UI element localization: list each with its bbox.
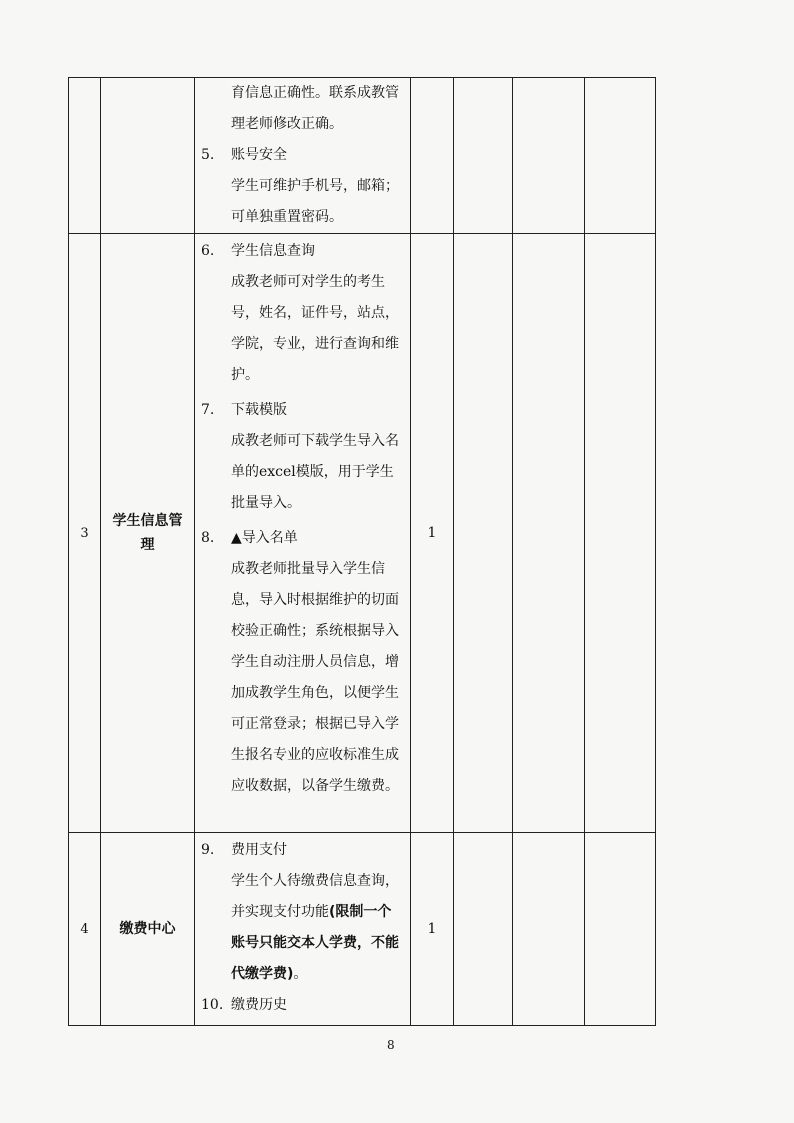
item-text-tail: 。 [293,966,308,982]
item-title: 学生信息查询 [231,243,315,259]
empty-cell [585,234,656,833]
row-number: 3 [69,234,101,833]
item-number: 8. [201,530,215,546]
empty-cell [454,78,513,234]
row-number [69,78,101,234]
item-number: 7. [201,402,215,418]
module-name [101,78,195,234]
item-title: 下载模版 [231,402,287,418]
empty-cell [513,833,585,1026]
page-number: 8 [387,1038,395,1052]
list-item [195,523,404,554]
empty-cell [454,833,513,1026]
quantity-cell: 1 [411,833,454,1026]
requirements-table [68,77,656,1026]
quantity-cell [411,78,454,234]
item-number: 9. [201,842,215,858]
continuation-text: 育信息正确性。联系成教管理老师修改正确。 [231,85,399,132]
description-cell [195,234,411,833]
item-text: 学生可维护手机号，邮箱；可单独重置密码。 [231,178,399,225]
description-cell [195,78,411,234]
empty-cell [454,234,513,833]
item-text: 成教老师可对学生的考生号，姓名，证件号，站点，学院，专业，进行查询和维护。 [231,274,399,383]
list-item [195,835,404,866]
table-row [69,833,656,1026]
item-number: 10. [201,997,224,1013]
item-text: 成教老师批量导入学生信息，导入时根据维护的切面校验正确性；系统根据导入学生自动注册人员信息，增加成教学生角色，以便学生可正常登录；根据已导入学生报名专业的应收标准生成应收数据，以备学生缴费。 [231,561,399,794]
quantity-cell: 1 [411,234,454,833]
list-item [195,140,404,171]
item-text-plain: 学生个人待缴费信息查询，并实现支付功能 [231,873,399,920]
list-item [195,236,404,267]
description-cell [195,833,411,1026]
empty-cell [585,78,656,234]
item-title: 费用支付 [231,842,287,858]
item-title: 账号安全 [231,147,287,163]
module-name: 缴费中心 [101,833,195,1026]
table-row [69,234,656,833]
item-number: 6. [201,243,215,259]
item-title: ▲导入名单 [231,530,298,546]
empty-cell [585,833,656,1026]
list-item [195,990,404,1021]
list-item [195,395,404,426]
item-text [195,866,404,990]
module-name: 学生信息管理 [101,234,195,833]
table-row [69,78,656,234]
item-text-bold: (限制一个账号只能交本人学费，不能代缴学费) [231,904,399,982]
item-number: 5. [201,147,215,163]
empty-cell [513,234,585,833]
empty-cell [513,78,585,234]
row-number: 4 [69,833,101,1026]
item-title: 缴费历史 [231,997,287,1013]
item-text: 成教老师可下载学生导入名单的excel模版，用于学生批量导入。 [231,433,399,511]
